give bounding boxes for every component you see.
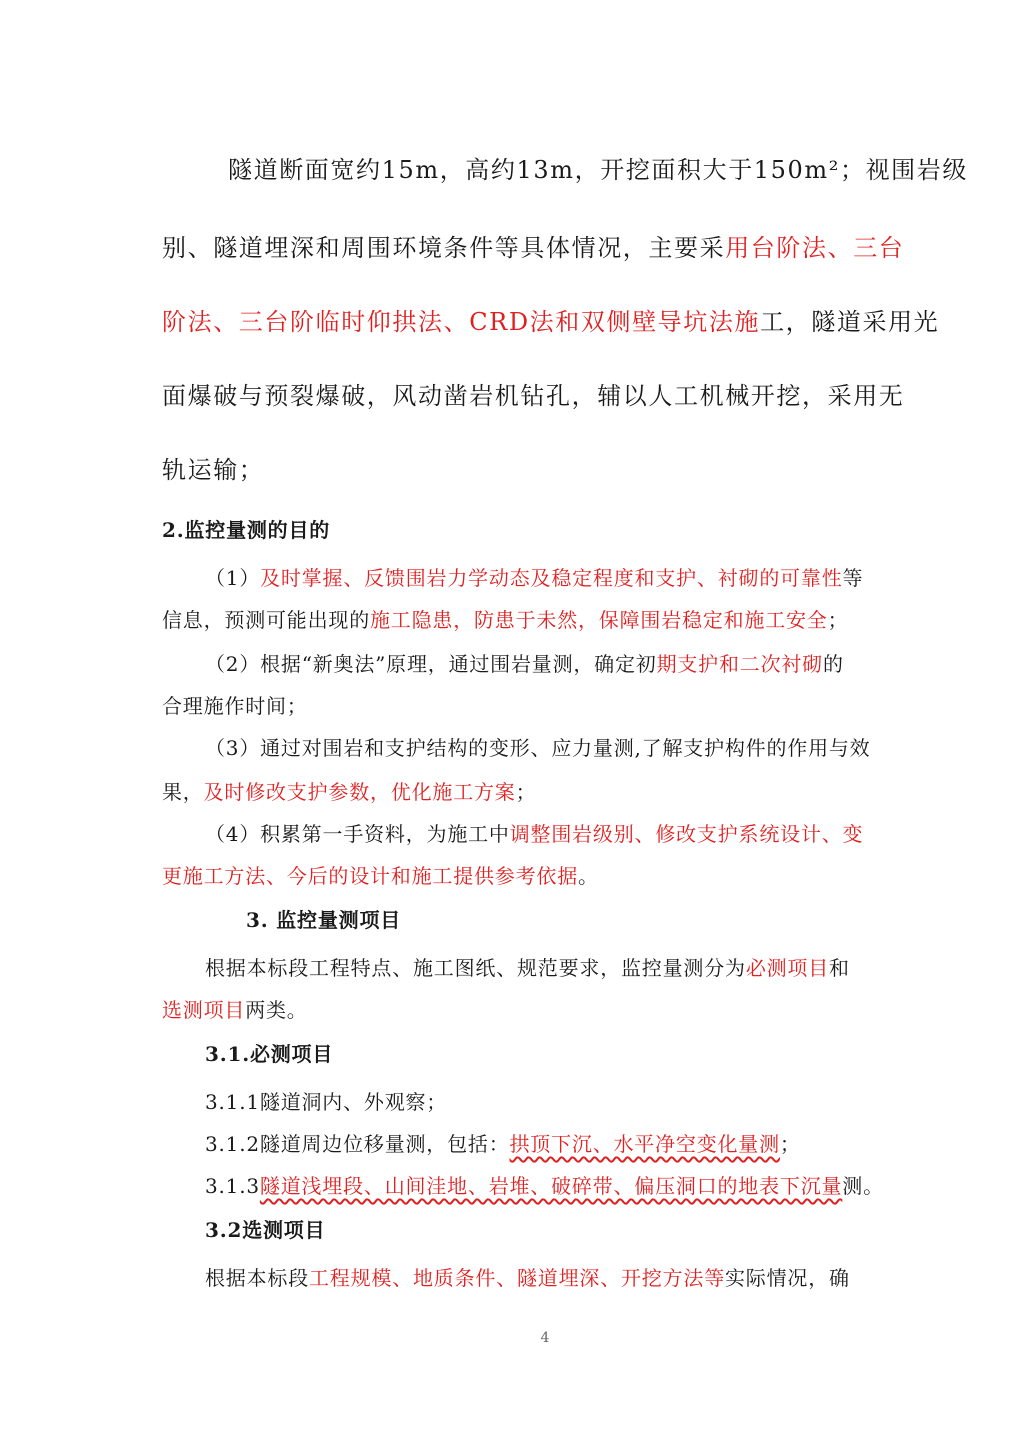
item-3-1-3: 3.1.3隧道浅埋段、山间洼地、岩堆、破碎带、偏压洞口的地表下沉量测。 [205, 1174, 884, 1198]
s2-item-1-line-1: （1）及时掌握、反馈围岩力学动态及稳定程度和支护、衬砌的可靠性等 [205, 566, 864, 590]
section-3-2-heading: 3.2选测项目 [205, 1218, 326, 1242]
s3-intro-line-2: 选测项目两类。 [162, 998, 308, 1022]
s3-2-line-1: 根据本标段工程规模、地质条件、隧道埋深、开挖方法等实际情况，确 [205, 1266, 850, 1290]
s2-item-2-line-1: （2）根据“新奥法”原理，通过围岩量测，确定初期支护和二次衬砌的 [205, 652, 844, 676]
item-3-1-2: 3.1.2隧道周边位移量测，包括：拱顶下沉、水平净空变化量测； [205, 1132, 801, 1156]
intro-line-5: 轨运输； [162, 456, 265, 484]
s2-item-4-line-1: （4）积累第一手资料，为施工中调整围岩级别、修改支护系统设计、变 [205, 822, 864, 846]
s2-item-2-line-2: 合理施作时间； [162, 694, 308, 718]
intro-line-1: 隧道断面宽约15m，高约13m，开挖面积大于150m²；视围岩级 [228, 156, 968, 184]
intro-line-2: 别、隧道埋深和周围环境条件等具体情况，主要采用台阶法、三台 [162, 234, 905, 262]
page-number: 4 [540, 1330, 550, 1346]
section-3-heading: 3. 监控量测项目 [246, 908, 402, 932]
section-2-heading: 2.监控量测的目的 [162, 518, 331, 542]
intro-line-3: 阶法、三台阶临时仰拱法、CRD法和双侧壁导坑法施工，隧道采用光 [162, 308, 940, 336]
s3-intro-line-1: 根据本标段工程特点、施工图纸、规范要求，监控量测分为必测项目和 [205, 956, 850, 980]
intro-line-4: 面爆破与预裂爆破，风动凿岩机钻孔，辅以人工机械开挖，采用无 [162, 382, 905, 410]
item-3-1-1: 3.1.1隧道洞内、外观察； [205, 1090, 448, 1114]
s2-item-4-line-2: 更施工方法、今后的设计和施工提供参考依据。 [162, 864, 599, 888]
section-3-1-heading: 3.1.必测项目 [205, 1042, 334, 1066]
s2-item-1-line-2: 信息，预测可能出现的施工隐患，防患于未然，保障围岩稳定和施工安全； [162, 608, 849, 632]
s2-item-3-line-2: 果，及时修改支护参数，优化施工方案； [162, 780, 537, 804]
s2-item-3-line-1: （3）通过对围岩和支护结构的变形、应力量测,了解支护构件的作用与效 [205, 736, 871, 760]
